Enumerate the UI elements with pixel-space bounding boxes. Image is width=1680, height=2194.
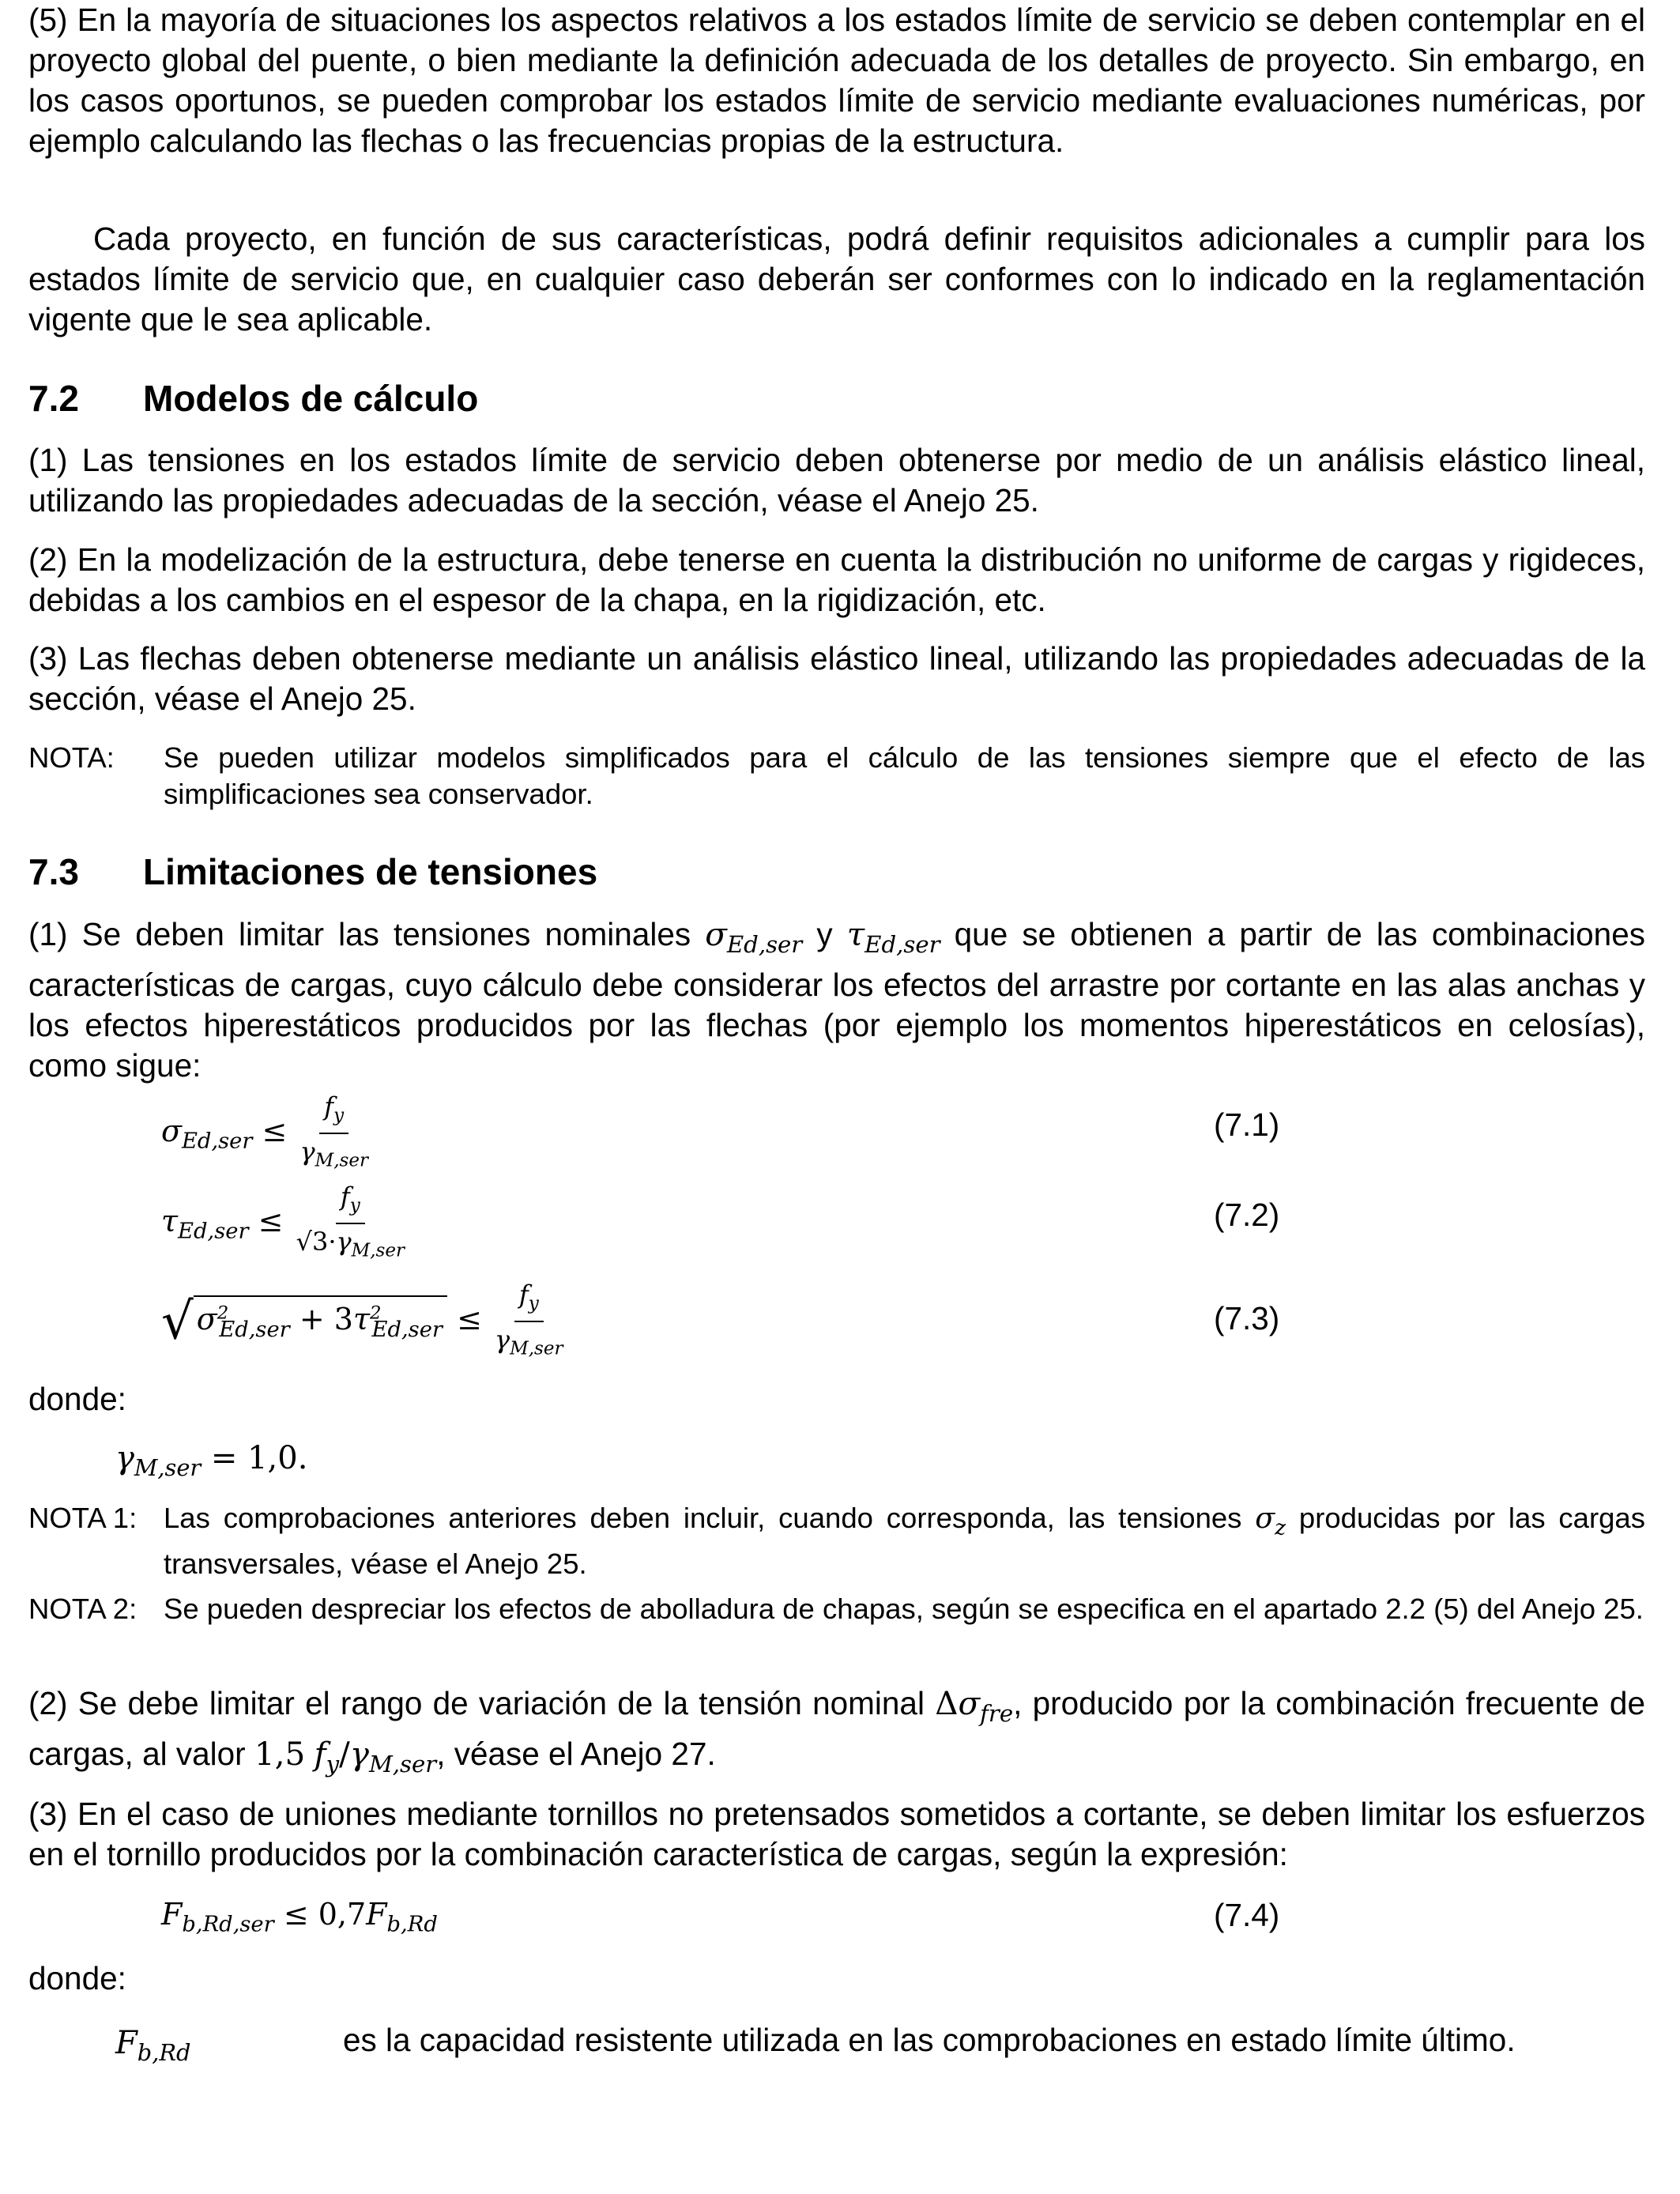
- nota-text: Se pueden despreciar los efectos de abolladura de chapas, según se especifica en el apartado 2.2 (5) del Anejo 25.: [164, 1593, 1644, 1625]
- fb-rd-description: es la capacidad resistente utilizada en las comprobaciones en estado límite último.: [343, 2022, 1516, 2058]
- section-heading-7-3: [28, 850, 597, 894]
- delta-sigma-fre: $\Delta\sigma_{fre}$: [935, 1684, 1014, 1728]
- limit-value: 1,5 $f_y/\gamma_{M,ser}$: [254, 1735, 437, 1778]
- equation-7-3: √ $\sigma^2_{Ed,ser} + 3\tau^2_{Ed,ser}$ ≤ $\frac{f_y}{\gamma_{M,ser}}$: [161, 1280, 563, 1359]
- section-number: 7.2: [28, 378, 79, 419]
- nota-text: Se pueden utilizar modelos simplificados para el cálculo de las tensiones siempre que el efecto de las simplificaciones sea conservador.: [164, 741, 1645, 810]
- paragraph-7-3-1: (1) Se deben limitar las tensiones nominales $\sigma_{Ed,ser}$ y $\tau_{Ed,ser}$ que se obtienen a partir de las combinaciones características de cargas, cuyo cálculo debe considerar los efectos del arrastre por cortante en las alas anchas y los efectos hiperestáticos producidos por las flechas (por ejemplo los momentos hiperestáticos en celosías), como sigue:: [28, 915, 1645, 1084]
- nota-7-2: [28, 740, 1645, 812]
- donde-label-1: donde:: [28, 1381, 126, 1417]
- equation-number-7-1: (7.1): [1214, 1106, 1280, 1143]
- section-number: 7.3: [28, 851, 79, 892]
- nota-2: [28, 1591, 1645, 1627]
- equation-number-7-3: (7.3): [1214, 1300, 1280, 1336]
- equation-7-1: $\sigma_{Ed,ser}$ ≤ $\frac{f_y}{\gamma_{M,ser}}$: [161, 1091, 368, 1171]
- sigma-ed-ser: $\sigma_{Ed,ser}$: [705, 915, 803, 959]
- paragraph-7-2-2: (2) En la modelización de la estructura, debe tenerse en cuenta la distribución no uniforme de cargas y rigideces, debidas a los cambios en el espesor de la chapa, en la rigidización, etc.: [28, 541, 1645, 618]
- equation-number-7-2: (7.2): [1214, 1197, 1280, 1233]
- tau-ed-ser: $\tau_{Ed,ser}$: [846, 915, 940, 959]
- nota-label: NOTA 1:: [28, 1502, 137, 1534]
- nota-1: [28, 1500, 1645, 1582]
- nota-label: NOTA 2:: [28, 1593, 137, 1625]
- paragraph-7-2-1: (1) Las tensiones en los estados límite de servicio deben obtenerse por medio de un análisis elástico lineal, utilizando las propiedades adecuadas de la sección, véase el Anejo 25.: [28, 442, 1645, 518]
- equation-7-2: $\tau_{Ed,ser}$ ≤ $\frac{f_y}{√3\cdot\gamma_{M,ser}}$: [161, 1182, 405, 1261]
- paragraph-5: (5) En la mayoría de situaciones los aspectos relativos a los estados límite de servicio se deben contemplar en el proyecto global del puente, o bien mediante la definición adecuada de los detalles de proyecto. Sin embargo, en los casos oportunos, se pueden comprobar los estados límite de servicio mediante evaluaciones numéricas, por ejemplo calculando las flechas o las frecuencias propias de la estructura.: [28, 2, 1645, 159]
- paragraph-7-2-3: (3) Las flechas deben obtenerse mediante un análisis elástico lineal, utilizando las propiedades adecuadas de la sección, véase el Anejo 25.: [28, 640, 1645, 717]
- donde-label-2: donde:: [28, 1960, 126, 1996]
- paragraph-cada-proyecto: Cada proyecto, en función de sus características, podrá definir requisitos adicionales a cumplir para los estados límite de servicio que, en cualquier caso deberán ser conformes con lo indicado en la reglamentación vigente que le sea aplicable.: [28, 221, 1645, 337]
- gamma-m-ser-definition: $\gamma_{M,ser} = 1,0$.: [115, 1440, 308, 1481]
- nota-text: Las comprobaciones anteriores deben incluir, cuando corresponda, las tensiones $\sigma_z$ producidas por las cargas transversales, véase el Anejo 25.: [164, 1501, 1645, 1581]
- section-title: Limitaciones de tensiones: [143, 851, 598, 892]
- paragraph-7-3-2: (2) Se debe limitar el rango de variación de la tensión nominal $\Delta\sigma_{fre}$, producido por la combinación frecuente de cargas, al valor 1,5 $f_y/\gamma_{M,ser}$, véase el Anejo 27.: [28, 1684, 1645, 1778]
- fb-rd-symbol: $F_{b,Rd}$: [115, 2025, 191, 2066]
- nota-label: NOTA:: [28, 741, 115, 774]
- equation-7-4: $F_{b,Rd,ser} \le 0,7F_{b,Rd}$: [161, 1897, 438, 1937]
- section-title: Modelos de cálculo: [143, 378, 479, 419]
- paragraph-7-3-3: (3) En el caso de uniones mediante tornillos no pretensados sometidos a cortante, se deben limitar los esfuerzos en el tornillo producidos por la combinación característica de cargas, según la expresión:: [28, 1796, 1645, 1872]
- section-heading-7-2: [28, 376, 478, 420]
- equation-number-7-4: (7.4): [1214, 1897, 1280, 1933]
